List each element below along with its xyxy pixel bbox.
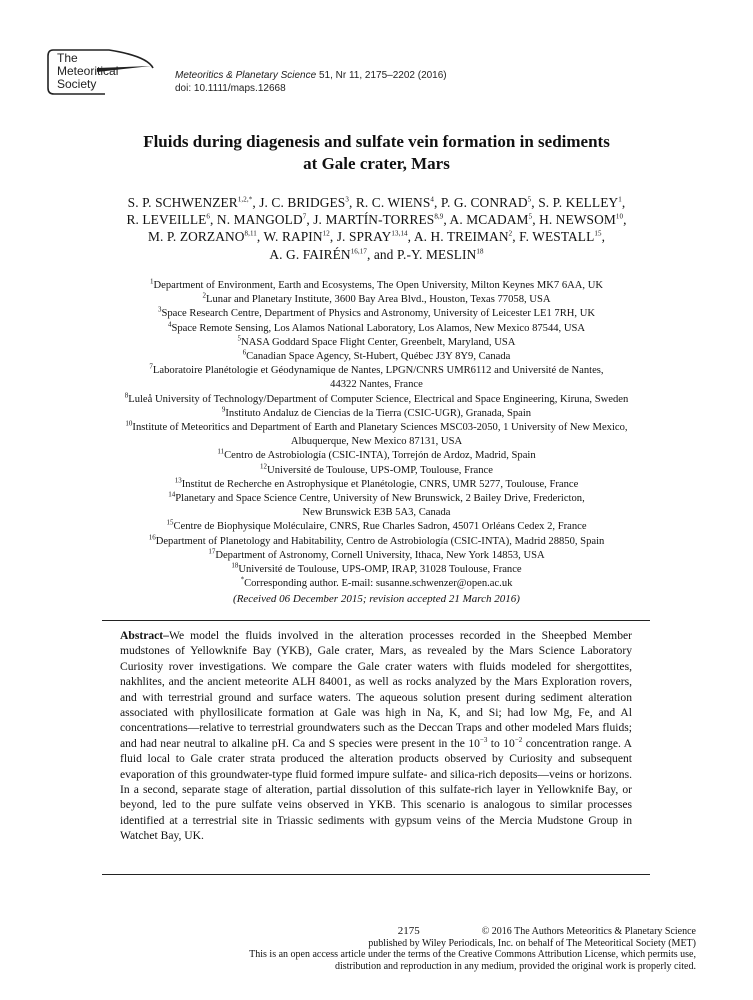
affiliation: $^{10}$Institute of Meteoritics and Department of Earth and Planetary Sciences MSC03-2050, 1 University of New Mexico, Albuquerque, New Mexico 87131, USA bbox=[125, 419, 628, 448]
author: J. MARTÍN-TORRES$^{8,9}$ bbox=[313, 212, 444, 228]
affiliation: $^7$Laboratoire Planétologie et Géodynamique de Nantes, LPGN/CNRS UMR6112 and Université de Nantes, 44322 Nantes, France bbox=[149, 362, 604, 391]
author-list bbox=[40, 194, 713, 263]
authors-and: and bbox=[373, 246, 394, 262]
affiliation: $^8$Luleå University of Technology/Department of Computer Science, Electrical and Space Engineering, Kiruna, Sweden bbox=[124, 391, 629, 405]
corresponding-author: *Corresponding author. E-mail: susanne.schwenzer@open.ac.uk bbox=[240, 575, 513, 590]
affiliation-list bbox=[70, 279, 683, 591]
logo-line-2: Meteoritical bbox=[57, 64, 119, 78]
abstract-text-1: We model the fluids involved in the alteration processes recorded in the Sheepbed Member mudstones of Yellowknife Bay (YKB), Gale crater, Mars, as revealed by the Mars Science Laboratory Curiosity rover investigations. We compare the Gale crater waters with fluids modeled for shergottites, nakhlites, and the ancient meteorite ALH 84001, as well as rocks analyzed by the Mars Exploration rovers, and with terrestrial ground and surface waters. The aqueous solution present during sediment alteration associated with phyllosilicate formation at Gale was high in Na, K, and Si; had low Mg, Fe, and Al concentrations—relative to terrestrial groundwaters such as the Deccan Traps and other modeled Mars fluids; and had near neutral to alkaline pH. Ca and S species were present in the 10 bbox=[120, 629, 632, 750]
logo-text bbox=[57, 52, 118, 91]
author: S. P. $SCHWENZER^{1,2,*}$ bbox=[127, 195, 253, 210]
author: N. MANGOLD$^7$ bbox=[216, 212, 307, 228]
author: P.-Y. MESLIN$^{18}$ bbox=[396, 246, 484, 262]
abstract-text-2: to 10 bbox=[487, 736, 515, 750]
copyright-line: © 2016 The Authors Meteoritics & Planetary Science bbox=[481, 926, 696, 937]
meteoritical-society-logo bbox=[47, 48, 157, 96]
journal-citation bbox=[175, 69, 447, 95]
affiliation: $^{17}$Department of Astronomy, Cornell University, Ithaca, New York 14853, USA bbox=[208, 547, 545, 561]
affiliation: $^{18}$Université de Toulouse, UPS-OMP, IRAP, 31028 Toulouse, France bbox=[231, 561, 522, 576]
author: M. P. ZORZANO$^{8,11}$ bbox=[147, 229, 257, 245]
article-title bbox=[60, 131, 693, 175]
author-line: S. P. $SCHWENZER^{1,2,*}$, J. C. BRIDGES$^3$, R. C. WIENS$^4$, P. G. CONRAD$^5$, S. P. KELLEY$^1$, bbox=[127, 195, 626, 210]
author-line: M. P. ZORZANO$^{8,11}$, W. RAPIN$^{12}$, J. SPRAY$^{13,14}$, A. H. TREIMAN$^2$, F. WESTALL$^{15}$, bbox=[147, 229, 606, 245]
affiliation: $^{14}$Planetary and Space Science Centre, University of New Brunswick, 2 Bailey Drive, Fredericton, New Brunswick E3B 5A3, Canada bbox=[168, 490, 585, 519]
abstract bbox=[120, 628, 632, 844]
author: A. MCADAM$^5$ bbox=[449, 212, 533, 228]
journal-name: Meteoritics & Planetary Science bbox=[175, 70, 317, 81]
author: R. LEVEILLE$^6$ bbox=[126, 212, 211, 228]
affiliation: $^9$Instituto Andaluz de Ciencias de la Tierra (CSIC-UGR), Granada, Spain bbox=[221, 405, 532, 419]
affiliation: $^4$Space Remote Sensing, Los Alamos National Laboratory, Los Alamos, New Mexico 87544, USA bbox=[167, 320, 586, 334]
affiliation: $^{12}$Université de Toulouse, UPS-OMP, Toulouse, France bbox=[260, 462, 493, 476]
affiliation: $^{11}$Centro de Astrobiología (CSIC-INTA), Torrejón de Ardoz, Madrid, Spain bbox=[217, 447, 536, 462]
abstract-label: Abstract– bbox=[120, 629, 169, 642]
abstract-exponent-2: −2 bbox=[514, 735, 523, 744]
affiliation: $^1$Department of Environment, Earth and Ecosystems, The Open University, Milton Keynes MK7 6AA, UK bbox=[149, 277, 604, 291]
journal-volume: 51, Nr 11, 2175–2202 (2016) bbox=[318, 70, 447, 81]
page-number: 2175 bbox=[397, 925, 420, 937]
received-dates: (Received 06 December 2015; revision accepted 21 March 2016) bbox=[233, 593, 520, 605]
logo-line-3: Society bbox=[57, 77, 97, 91]
author: P. G. CONRAD$^5$ bbox=[440, 195, 532, 210]
abstract-text-3: concentration range. A fluid local to Gale crater strata produced the alteration products observed by Curiosity and subsequent evaporation of this groundwater-type fluid formed impure sulfate- and silica-rich deposits—veins or horizons. In a second, separate stage of alteration, partial dissolution of this sulfate-rich layer in Yellowknife Bay, or beyond, led to the pure sulfate veins observed in YKB. This scenario is analogous to similar processes identified at a terrestrial site in Triassic sediments with gypsum veins of the Mercia Mudstone Group in Watchet Bay, UK. bbox=[120, 736, 633, 843]
affiliation: $^6$Canadian Space Agency, St-Hubert, Québec J3Y 8Y9, Canada bbox=[242, 348, 511, 363]
affiliation: $^5$NASA Goddard Space Flight Center, Greenbelt, Maryland, USA bbox=[237, 334, 516, 348]
author: A. H. TREIMAN$^2$ bbox=[413, 229, 513, 245]
abstract-exponent-1: −3 bbox=[479, 735, 488, 744]
author: H. NEWSOM$^{10}$ bbox=[539, 212, 624, 228]
abstract-top-rule bbox=[102, 620, 650, 621]
affiliation: $^3$Space Research Centre, Department of Physics and Astronomy, University of Leicester LE1 7RH, UK bbox=[157, 305, 596, 320]
author: J. SPRAY$^{13,14}$ bbox=[336, 229, 408, 245]
journal-doi[interactable]: doi: 10.1111/maps.12668 bbox=[175, 83, 286, 94]
title-line-1: Fluids during diagenesis and sulfate vein formation in sediments bbox=[143, 132, 610, 151]
author: J. C. BRIDGES$^3$ bbox=[259, 195, 349, 210]
author: S. P. KELLEY$^1$ bbox=[538, 195, 622, 210]
page-footer bbox=[150, 926, 696, 973]
author: F. WESTALL$^{15}$ bbox=[519, 229, 602, 245]
affiliation: $^{13}$Institut de Recherche en Astrophysique et Planétologie, CNRS, UMR 5277, Toulouse, France bbox=[174, 476, 579, 490]
license-line-1: This is an open access article under the terms of the Creative Commons Attribution License, which permits use, bbox=[249, 949, 696, 961]
author: W. RAPIN$^{12}$ bbox=[263, 229, 330, 245]
logo-line-1: The bbox=[57, 51, 78, 65]
abstract-bottom-rule bbox=[102, 874, 650, 875]
author-line: A. G. FAIRÉN$^{16,17}$, and P.-Y. MESLIN$^{18}$ bbox=[269, 246, 484, 262]
affiliation: $^{15}$Centre de Biophysique Moléculaire, CNRS, Rue Charles Sadron, 45071 Orléans Cedex 2, France bbox=[166, 518, 587, 533]
author: R. C. WIENS$^4$ bbox=[355, 195, 434, 210]
affiliation: $^{16}$Department of Planetology and Habitability, Centro de Astrobiología (CSIC-INTA), Madrid 28850, Spain bbox=[148, 533, 605, 547]
publisher-line: published by Wiley Periodicals, Inc. on behalf of The Meteoritical Society (MET) bbox=[368, 937, 696, 949]
author: A. G. FAIRÉN$^{16,17}$ bbox=[269, 246, 367, 262]
affiliation: $^2$Lunar and Planetary Institute, 3600 Bay Area Blvd., Houston, Texas 77058, USA bbox=[202, 291, 551, 306]
author-line: R. LEVEILLE$^6$, N. MANGOLD$^7$, J. MARTÍN-TORRES$^{8,9}$, A. MCADAM$^5$, H. NEWSOM$^{10}$, bbox=[126, 212, 627, 228]
license-line-2: distribution and reproduction in any medium, provided the original work is properly cited. bbox=[334, 961, 696, 973]
title-line-2: at Gale crater, Mars bbox=[303, 154, 450, 173]
